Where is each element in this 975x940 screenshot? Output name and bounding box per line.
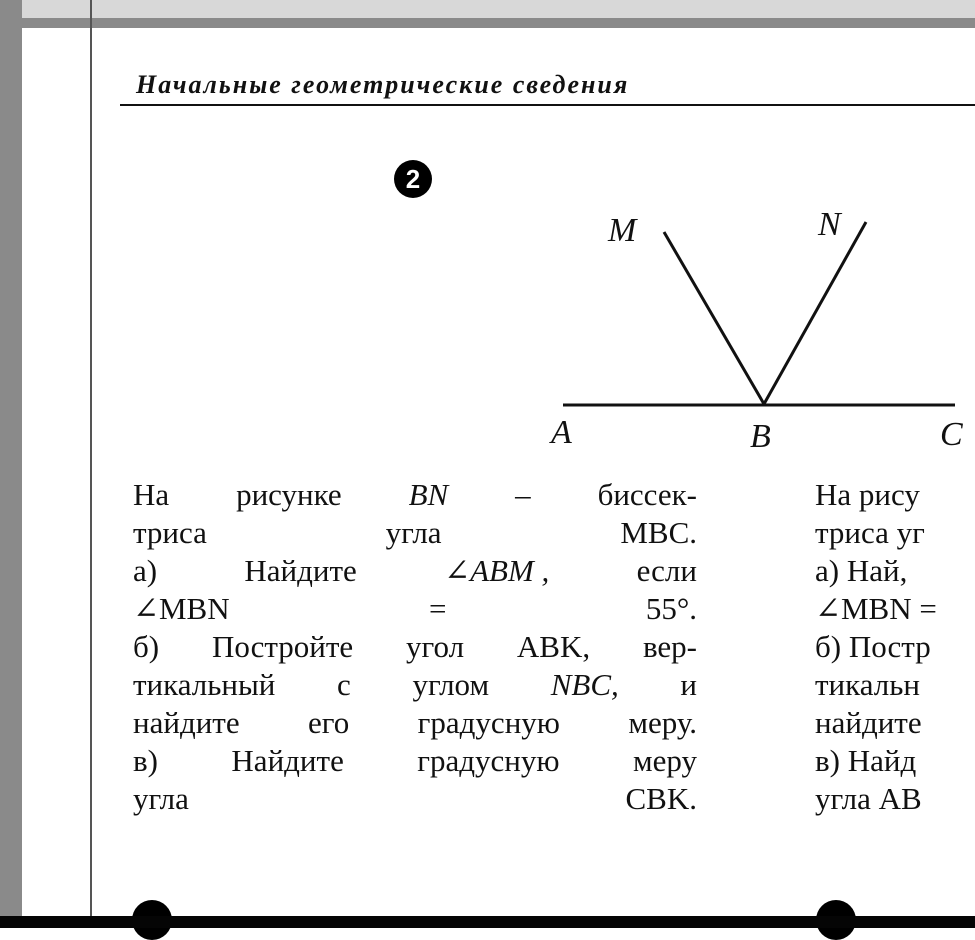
ray-bn <box>764 222 866 404</box>
text-line-8 <box>133 742 697 780</box>
page-bottom-border <box>0 916 975 928</box>
text-word: На <box>133 477 170 512</box>
next-line-4: ∠MBN = <box>815 591 937 626</box>
text-line-9: угла CBK. <box>133 781 697 816</box>
text-word: с <box>337 667 351 702</box>
text-word: углом <box>412 667 490 702</box>
text-line-2: триса угла MBC. <box>133 515 697 550</box>
next-line-5: б) Постр <box>815 629 931 664</box>
next-line-6: тикальн <box>815 667 920 702</box>
text-line-1 <box>133 476 697 514</box>
next-line-3: а) Най, <box>815 553 908 588</box>
text-word: а) <box>133 553 158 588</box>
text-word: рисунке <box>236 477 342 512</box>
point-label-b: B <box>750 418 771 455</box>
text-word: градусную <box>417 743 560 778</box>
text-word: меру <box>633 743 697 778</box>
point-label-c: C <box>940 416 963 453</box>
problem-text <box>133 476 697 818</box>
text-line-4: ∠MBN = 55°. <box>133 591 697 626</box>
text-word: NBC, <box>550 667 619 702</box>
text-word: биссек- <box>597 477 697 512</box>
next-line-9: угла AB <box>815 781 922 816</box>
text-word: BN <box>408 477 449 512</box>
text-line-5: б) Постройте угол ABK, вер- <box>133 629 697 664</box>
point-label-a: A <box>551 414 572 451</box>
text-line-7: найдите его градусную меру. <box>133 705 697 740</box>
text-line-3 <box>133 552 697 590</box>
section-title: Начальные геометрические сведения <box>136 70 630 99</box>
problem-number: 2 <box>405 163 421 194</box>
ray-bm <box>664 232 764 404</box>
point-label-n: N <box>818 206 841 243</box>
text-word: Найдите <box>231 743 344 778</box>
text-word: и <box>680 667 697 702</box>
text-line-6 <box>133 666 697 704</box>
text-word: если <box>636 553 697 588</box>
next-line-7: найдите <box>815 705 922 740</box>
text-word: ∠ABM , <box>444 553 550 588</box>
text-word: Найдите <box>244 553 357 588</box>
next-column-text <box>815 476 975 896</box>
next-line-8: в) Найд <box>815 743 917 778</box>
next-line-2: триса уг <box>815 515 925 550</box>
text-word: тикальный <box>133 667 276 702</box>
point-label-m: M <box>608 212 637 249</box>
next-line-1: На рису <box>815 477 920 512</box>
text-word: – <box>515 477 531 512</box>
text-word: в) <box>133 743 158 778</box>
